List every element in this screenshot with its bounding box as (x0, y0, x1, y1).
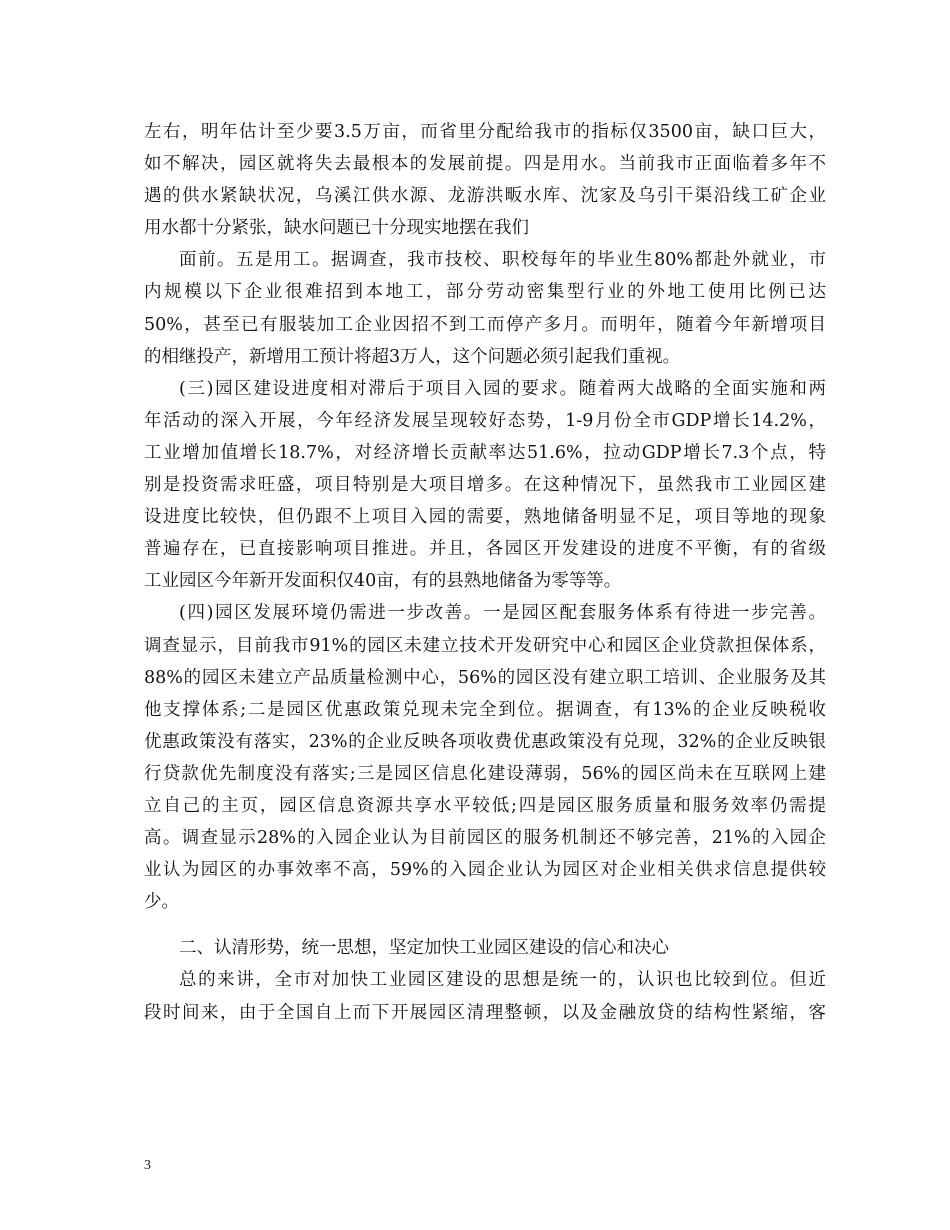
text-line: 总的来讲，全市对加快工业园区建设的思想是统一的，认识也比较到位。但近 (179, 970, 826, 991)
text-line: 遇的供水紧缺状况，乌溪江供水源、龙游洪畈水库、沈家及乌引干渠沿线工矿企业 (144, 186, 826, 207)
text-line: 高。调查显示28%的入园企业认为目前园区的服务机制还不够完善，21%的入园企 (144, 828, 826, 849)
text-line: 普遍存在，已直接影响项目推进。并且，各园区开发建设的进度不平衡，有的省级 (144, 539, 826, 560)
text-line: 面前。五是用工。据调查，我市技校、职校每年的毕业生80%都赴外就业，市 (179, 250, 826, 271)
body-text (144, 116, 826, 1029)
text-line: 业认为园区的办事效率不高，59%的入园企业认为园区对企业相关供求信息提供较 (144, 860, 826, 881)
paragraph (144, 244, 826, 372)
text-line: 调查显示，目前我市91%的园区未建立技术开发研究中心和园区企业贷款担保体系， (144, 635, 826, 656)
text-line: 如不解决，园区就将失去最根本的发展前提。四是用水。当前我市正面临着多年不 (144, 154, 826, 175)
text-line: 少。 (144, 892, 179, 913)
paragraph (144, 964, 826, 1028)
text-line: 别是投资需求旺盛，项目特别是大项目增多。在这种情况下，虽然我市工业园区建 (144, 475, 826, 496)
text-line: 左右，明年估计至少要3.5万亩，而省里分配给我市的指标仅3500亩，缺口巨大， (144, 122, 826, 142)
text-line: (四)园区发展环境仍需进一步改善。一是园区配套服务体系有待进一步完善。 (179, 603, 826, 624)
page-number: 3 (144, 1158, 151, 1173)
text-line: 工业园区今年新开发面积仅40亩，有的县熟地储备为零等等。 (144, 571, 622, 592)
text-line: 二、认清形势，统一思想，坚定加快工业园区建设的信心和决心 (179, 938, 669, 959)
text-line: 工业增加值增长18.7%，对经济增长贡献率达51.6%，拉动GDP增长7.3个点，特 (144, 442, 826, 463)
text-line: 的相继投产，新增用工预计将超3万人，这个问题必须引起我们重视。 (144, 346, 681, 367)
paragraph (144, 373, 826, 598)
text-line: 50%，甚至已有服装加工企业因招不到工而停产多月。而明年，随着今年新增项目 (144, 314, 826, 335)
section-heading (144, 932, 826, 964)
text-line: (三)园区建设进度相对滞后于项目入园的要求。随着两大战略的全面实施和两 (179, 378, 826, 399)
text-line: 行贷款优先制度没有落实;三是园区信息化建设薄弱，56%的园区尚未在互联网上建 (144, 763, 826, 784)
text-line: 88%的园区未建立产品质量检测中心，56%的园区没有建立职工培训、企业服务及其 (144, 667, 826, 688)
text-line: 年活动的深入开展，今年经济发展呈现较好态势，1-9月份全市GDP增长14.2%， (144, 410, 826, 431)
section-spacer (144, 918, 826, 932)
text-line: 内规模以下企业很难招到本地工，部分劳动密集型行业的外地工使用比例已达 (144, 282, 826, 303)
text-line: 立自己的主页，园区信息资源共享水平较低;四是园区服务质量和服务效率仍需提 (144, 795, 826, 816)
paragraph (144, 116, 826, 244)
paragraph (144, 597, 826, 918)
text-line: 段时间来，由于全国自上而下开展园区清理整顿，以及金融放贷的结构性紧缩，客 (144, 1002, 826, 1023)
text-line: 设进度比较快，但仍跟不上项目入园的需要，熟地储备明显不足，项目等地的现象 (144, 507, 826, 528)
text-line: 优惠政策没有落实，23%的企业反映各项收费优惠政策没有兑现，32%的企业反映银 (144, 731, 826, 752)
text-line: 用水都十分紧张，缺水问题已十分现实地摆在我们 (144, 218, 529, 239)
text-line: 他支撑体系;二是园区优惠政策兑现未完全到位。据调查，有13%的企业反映税收 (144, 699, 826, 720)
